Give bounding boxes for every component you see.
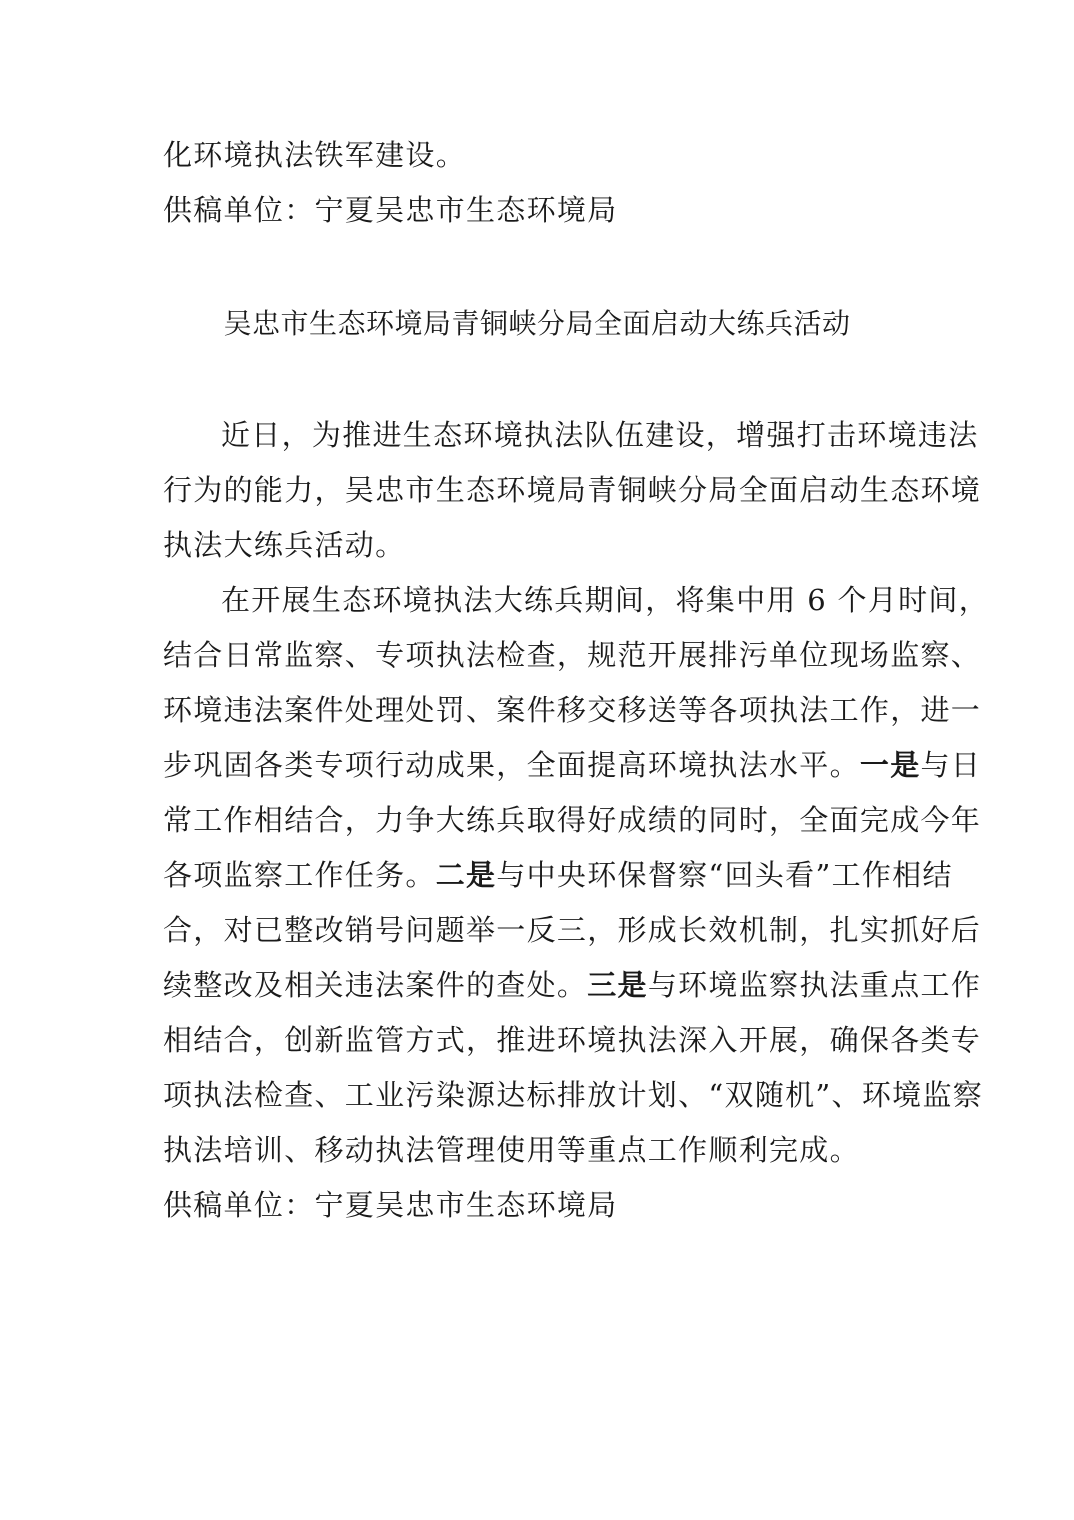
paragraph-line xyxy=(163,958,982,1013)
text-run: 各项监察工作任务。 xyxy=(163,858,436,892)
text-run: 步巩固各类专项行动成果，全面提高环境执法水平。 xyxy=(163,748,860,782)
paragraph-line: 常工作相结合，力争大练兵取得好成绩的同时，全面完成今年 xyxy=(163,803,982,837)
text-run: 与日 xyxy=(920,748,982,782)
text-run: 与中央环保督察“回头看”工作相结 xyxy=(496,858,953,892)
article-title: 吴忠市生态环境局青铜峡分局全面启动大练兵活动 xyxy=(223,307,851,340)
paragraph-1 xyxy=(163,408,982,573)
emphasis-first: 一是 xyxy=(859,748,921,782)
paragraph-line: 近日，为推进生态环境执法队伍建设，增强打击环境违法 xyxy=(221,418,979,452)
paragraph-line: 环境违法案件处理处罚、案件移交移送等各项执法工作，进一 xyxy=(163,693,982,727)
paragraph-2 xyxy=(163,573,989,1178)
emphasis-third: 三是 xyxy=(587,968,648,1002)
paragraph-line: 执法培训、移动执法管理使用等重点工作顺利完成。 xyxy=(163,1133,860,1167)
article-body xyxy=(163,408,989,1233)
paragraph-line: 执法大练兵活动。 xyxy=(163,528,406,562)
paragraph-line: 行为的能力，吴忠市生态环境局青铜峡分局全面启动生态环境 xyxy=(163,473,982,507)
source-credit: 供稿单位：宁夏吴忠市生态环境局 xyxy=(163,1188,618,1222)
text-run: 续整改及相关违法案件的查处。 xyxy=(163,968,588,1002)
paragraph-line: 项执法检查、工业污染源达标排放计划、“双随机”、环境监察 xyxy=(163,1078,984,1112)
source-credit: 供稿单位：宁夏吴忠市生态环境局 xyxy=(163,193,618,227)
paragraph-line: 合，对已整改销号问题举一反三，形成长效机制，扎实抓好后 xyxy=(163,913,982,947)
paragraph-line: 相结合，创新监管方式，推进环境执法深入开展，确保各类专 xyxy=(163,1023,982,1057)
paragraph-line xyxy=(163,738,982,793)
paragraph-line xyxy=(163,848,953,903)
paragraph-tail-line: 化环境执法铁军建设。 xyxy=(163,138,467,172)
previous-article-ending xyxy=(163,128,913,238)
text-run: 与环境监察执法重点工作 xyxy=(647,968,982,1002)
paragraph-line: 在开展生态环境执法大练兵期间，将集中用 6 个月时间， xyxy=(221,583,989,617)
paragraph-line: 结合日常监察、专项执法检查，规范开展排污单位现场监察、 xyxy=(163,638,982,672)
emphasis-second: 二是 xyxy=(435,858,497,892)
